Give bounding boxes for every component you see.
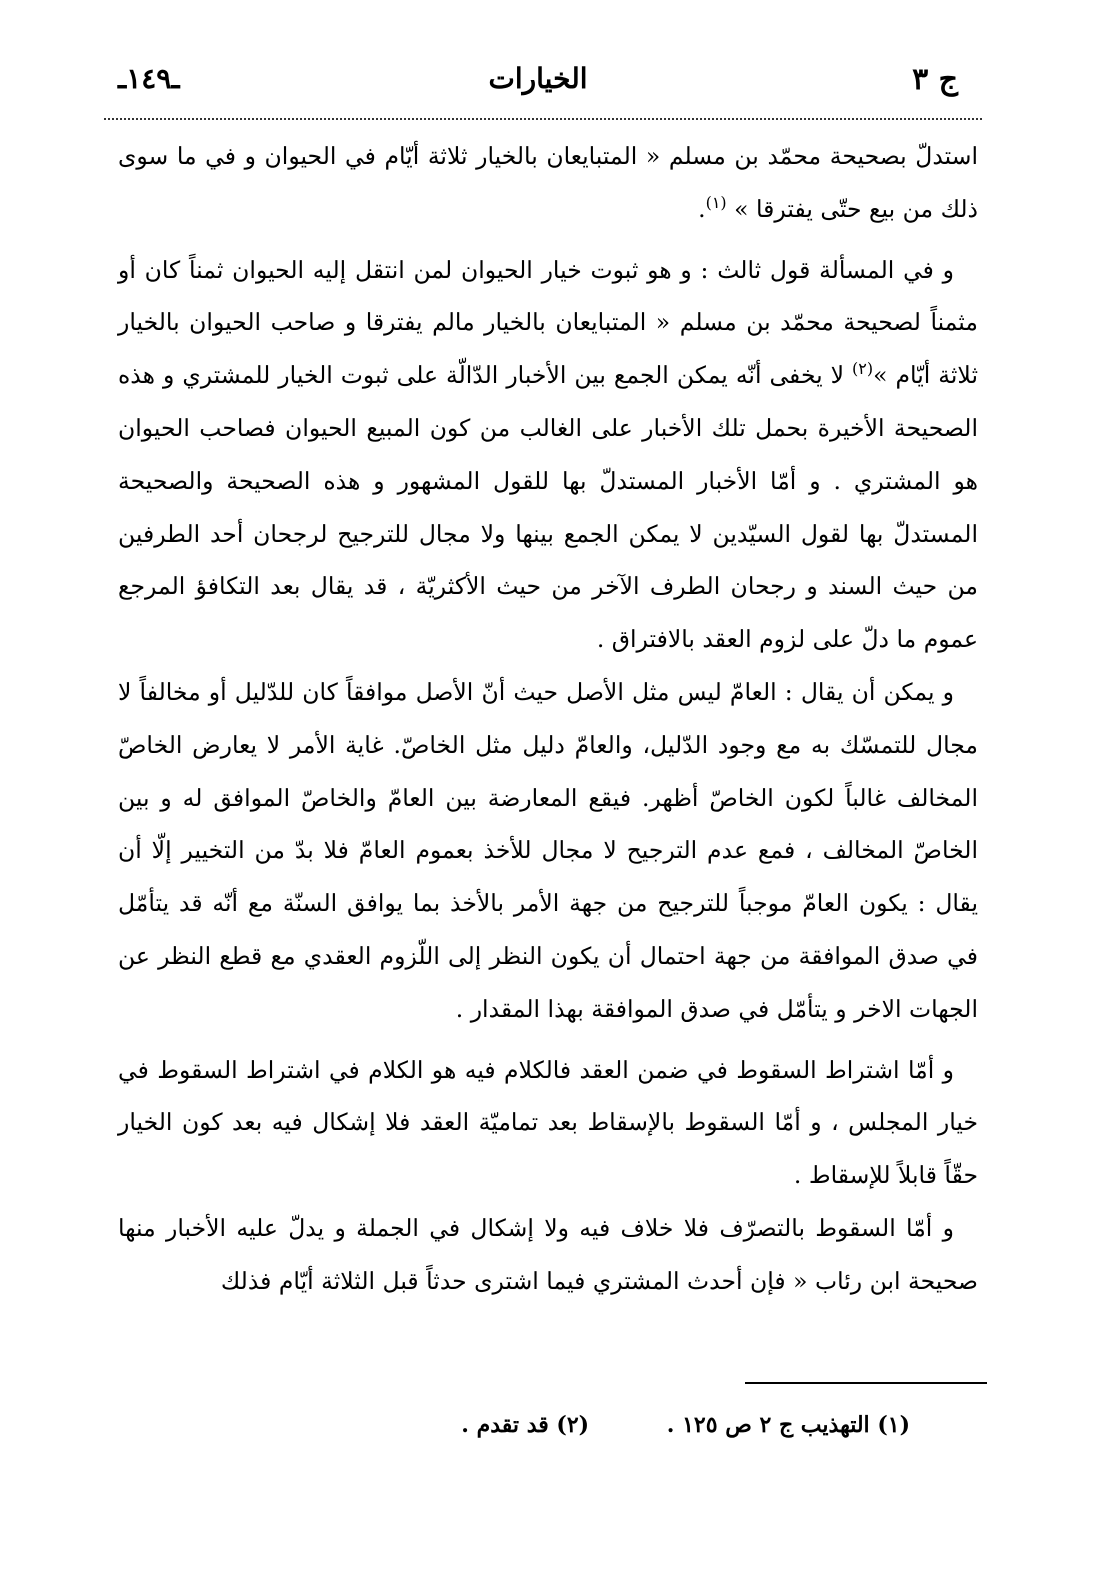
- header-divider: [104, 118, 982, 120]
- paragraph-3-text: و يمكن أن يقال : العامّ ليس مثل الأصل حيث أنّ الأصل موافقاً كان للدّليل أو مخالفاً لا مجال للتمسّك به مع وجود الدّليل، والعامّ دليل مثل الخاصّ. غاية الأمر لا يعارض الخاصّ المخالف غالباً لكون الخاصّ أظهر. فيقع المعارضة بين العامّ والخاصّ الموافق له و بين الخاصّ المخالف ، فمع عدم الترجيح لا مجال للأخذ بعموم العامّ فلا بدّ من التخيير إلّا أن يقال : يكون العامّ موجباً للترجيح من جهة الأمر بالأخذ بما يوافق السنّة مع أنّه قد يتأمّل في صدق الموافقة من جهة احتمال أن يكون النظر إلى اللّزوم العقدي مع قطع النظر عن الجهات الاخر و يتأمّل في صدق الموافقة بهذا المقدار .: [118, 677, 978, 1023]
- paragraph-2: [118, 244, 978, 666]
- footnote-ref-1: (١): [705, 192, 727, 212]
- paragraph-2-text-b: لا يخفى أنّه يمكن الجمع بين الأخبار الدّالّة على ثبوت الخيار للمشتري و هذه الصحيحة الأخيرة بحمل تلك الأخبار على الغالب من كون المبيع الحيوان فصاحب الحيوان هو المشتري . و أمّا الأخبار المستدلّ بها للقول المشهور و هذه الصحيحة والصحيحة المستدلّ بها لقول السيّدين لا يمكن الجمع بينها ولا مجال للترجيح لرجحان أحد الطرفين من حيث السند و رجحان الطرف الآخر من حيث الأكثريّة ، قد يقال بعد التكافؤ المرجع عموم ما دلّ على لزوم العقد بالافتراق .: [118, 361, 978, 654]
- paragraph-1-text: استدلّ بصحيحة محمّد بن مسلم « المتبايعان بالخيار ثلاثة أيّام في الحيوان و في ما سوى ذلك من بيع حتّى يفترقا »: [118, 142, 978, 223]
- running-header: [118, 62, 958, 106]
- footnote-ref-2: (٢): [852, 359, 874, 379]
- footnotes: [300, 1408, 910, 1442]
- paragraph-4-text: و أمّا اشتراط السقوط في ضمن العقد فالكلام فيه هو الكلام في اشتراط السقوط في خيار المجلس ، و أمّا السقوط بالإسقاط بعد تماميّة العقد فلا إشكال فيه بعد كون الخيار حقّاً قابلاً للإسقاط .: [118, 1055, 978, 1190]
- paragraph-4: [118, 1044, 978, 1202]
- paragraph-1: [118, 130, 978, 236]
- main-text: [118, 130, 978, 1308]
- page-number: ـ١٤٩ـ: [118, 62, 180, 95]
- paragraph-3: [118, 666, 978, 1036]
- paragraph-2-text-a: و في المسألة قول ثالث : و هو ثبوت خيار الحيوان لمن انتقل إليه الحيوان ثمناً كان أو مثمناً لصحيحة محمّد بن مسلم « المتبايعان بالخيار مالم يفترقا و صاحب الحيوان بالخيار ثلاثة أيّام »: [118, 255, 978, 390]
- footnote-divider: [745, 1382, 987, 1384]
- paragraph-5-text: و أمّا السقوط بالتصرّف فلا خلاف فيه ولا إشكال في الجملة و يدلّ عليه الأخبار منها صحيحة ابن رئاب « فإن أحدث المشتري فيما اشترى حدثاً قبل الثلاثة أيّام فذلك: [118, 1213, 978, 1295]
- footnote-2: (٢) قد تقدم .: [461, 1412, 590, 1438]
- paragraph-5: [118, 1202, 978, 1308]
- chapter-title: الخيارات: [488, 62, 588, 95]
- volume-label: ج ٣: [912, 62, 958, 97]
- paragraph-1-tail: .: [698, 194, 706, 223]
- footnote-1: (١) التهذيب ج ٢ ص ١٢٥ .: [666, 1412, 910, 1438]
